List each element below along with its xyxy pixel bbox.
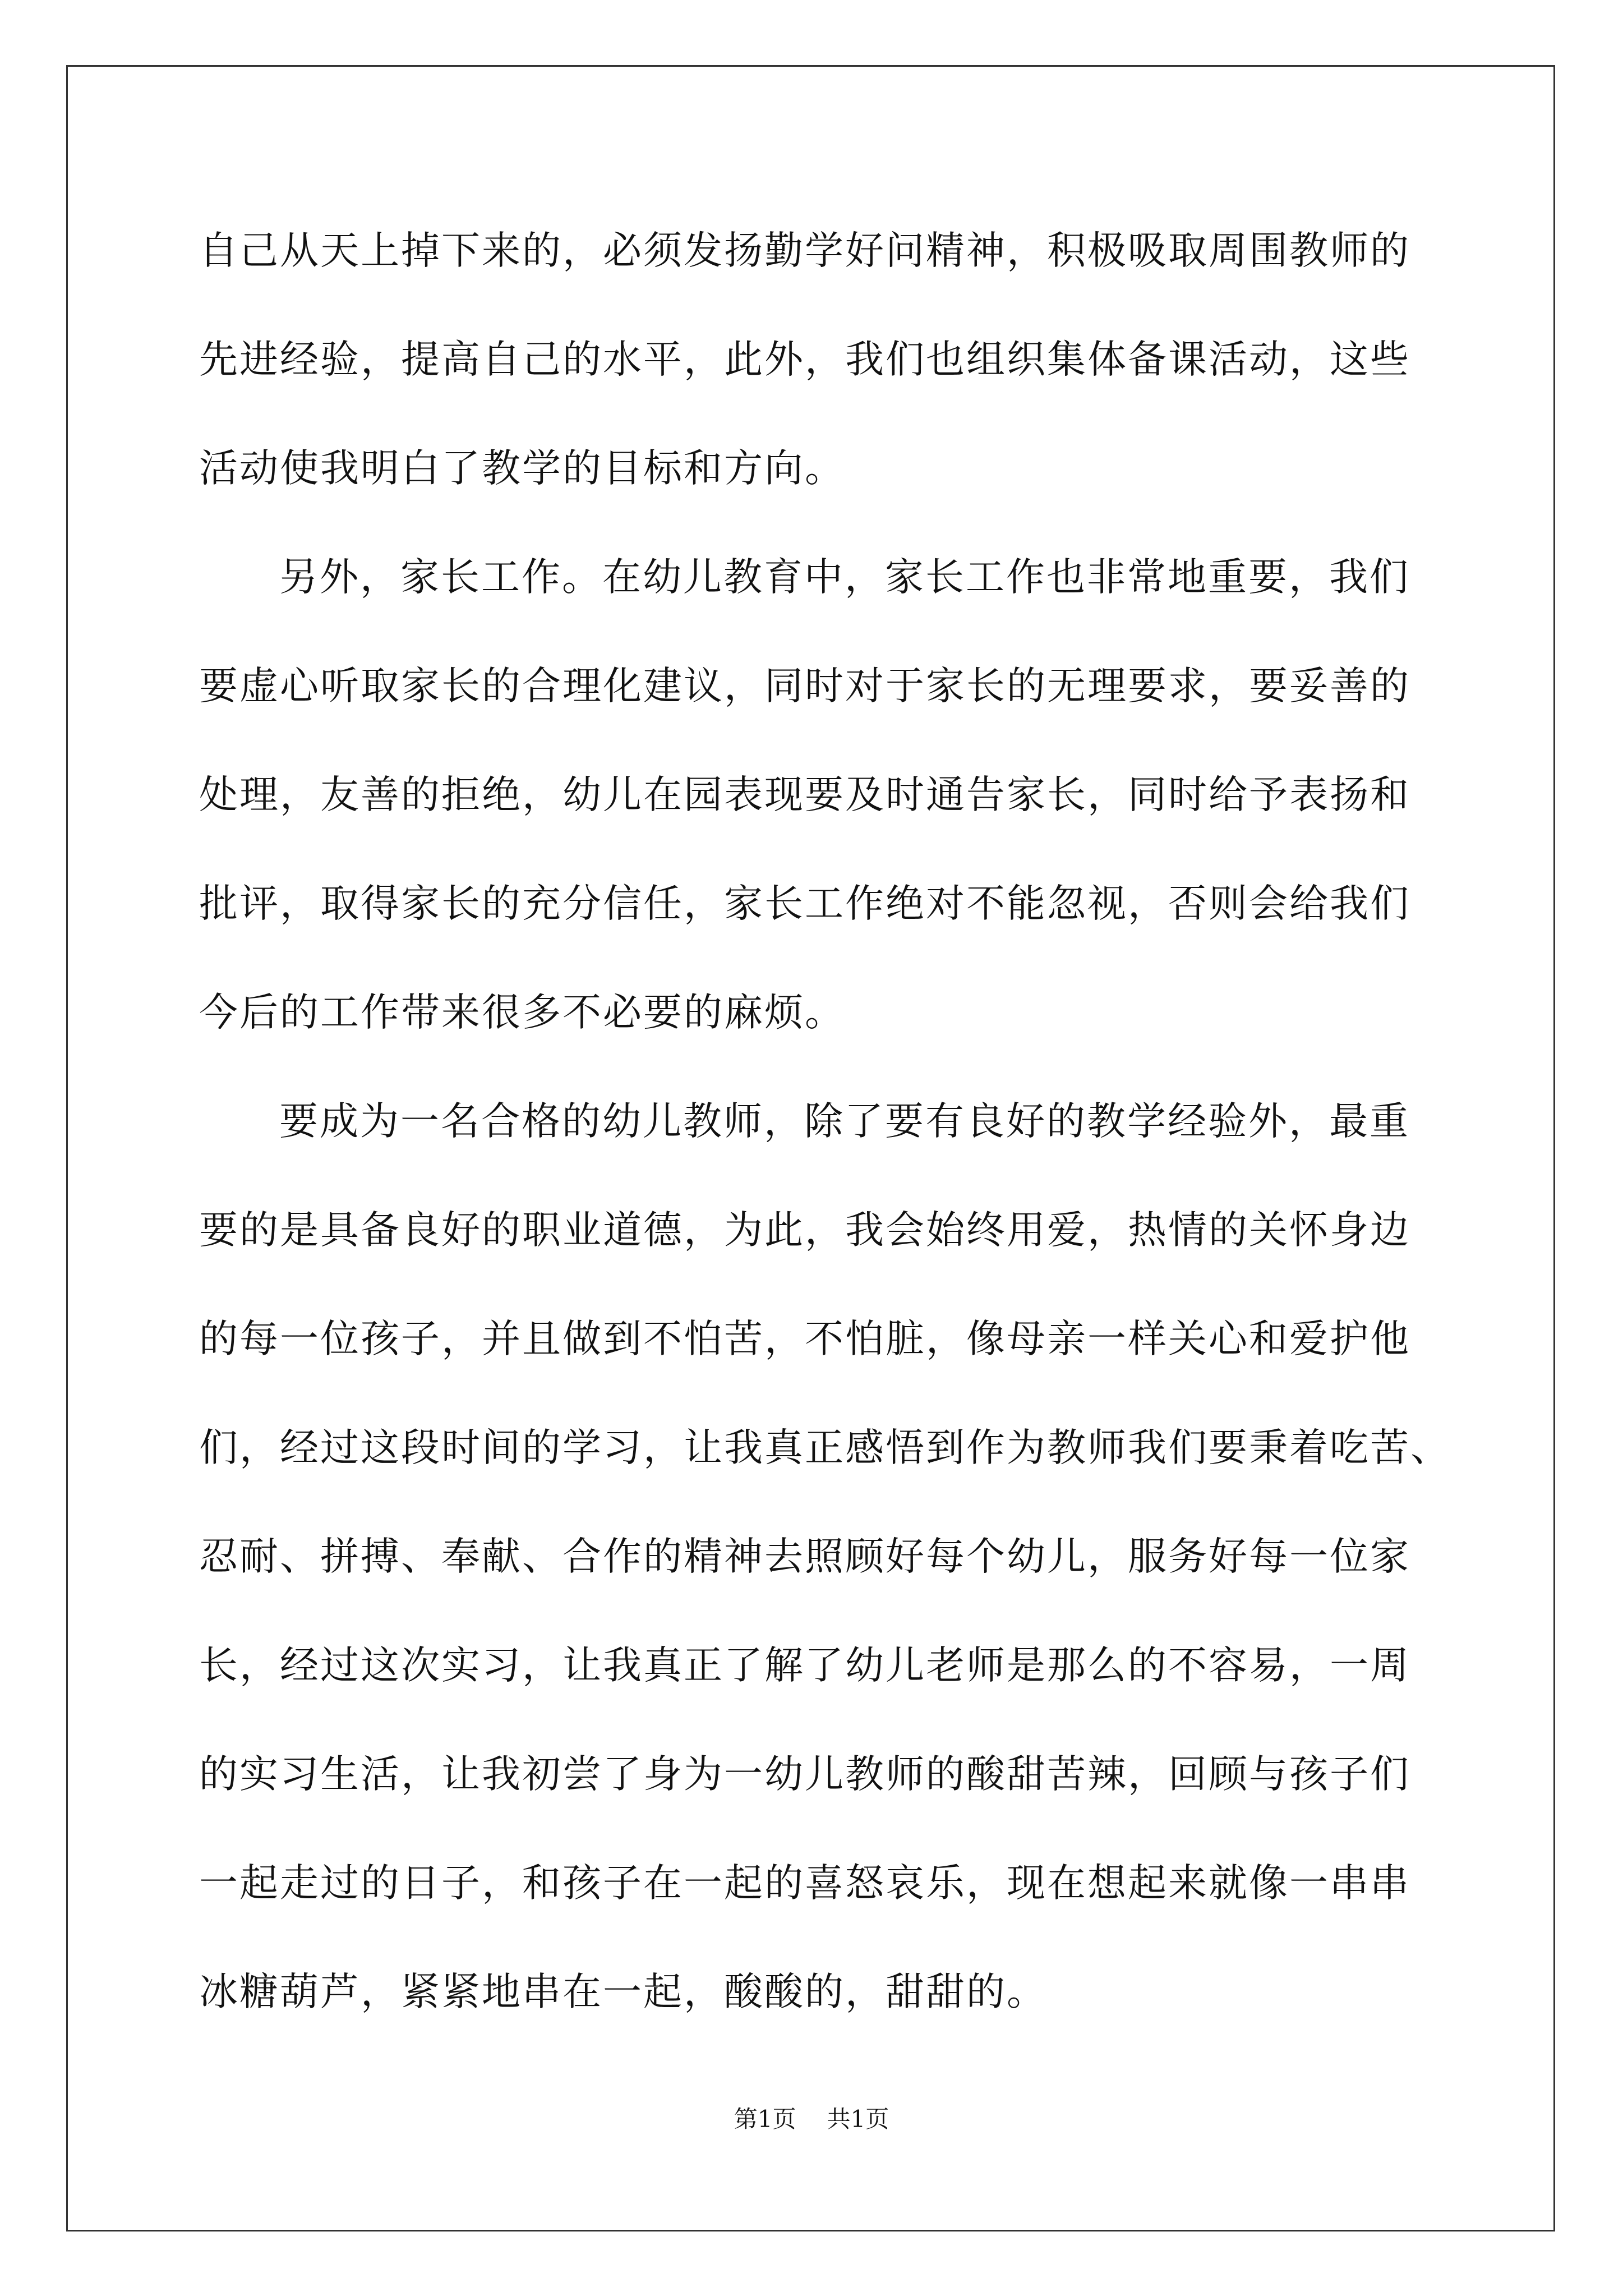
page-footer <box>0 2102 1623 2136</box>
text-line: 一起走过的日子，和孩子在一起的喜怒哀乐，现在想起来就像一串串 <box>199 1861 1410 1906</box>
text-line: 批评，取得家长的充分信任，家长工作绝对不能忽视，否则会给我们 <box>199 881 1410 926</box>
text-line: 处理，友善的拒绝，幼儿在园表现要及时通告家长，同时给予表扬和 <box>199 772 1410 817</box>
text-line: 冰糖葫芦，紧紧地串在一起，酸酸的，甜甜的。 <box>199 1970 1047 2014</box>
page-number-total: 共1页 <box>827 2105 889 2133</box>
text-line: 自己从天上掉下来的，必须发扬勤学好问精神，积极吸取周围教师的 <box>199 228 1410 273</box>
text-line: 要虚心听取家长的合理化建议，同时对于家长的无理要求，要妥善的 <box>199 664 1410 708</box>
text-line: 活动使我明白了教学的目标和方向。 <box>199 446 845 491</box>
paragraph-start-line: 要成为一名合格的幼儿教师，除了要有良好的教学经验外，最重 <box>279 1099 1410 1144</box>
text-line: 的每一位孩子，并且做到不怕苦，不怕脏，像母亲一样关心和爱护他 <box>199 1317 1410 1361</box>
text-line: 的实习生活，让我初尝了身为一幼儿教师的酸甜苦辣，回顾与孩子们 <box>199 1752 1410 1797</box>
paragraph-start-line: 另外，家长工作。在幼儿教育中，家长工作也非常地重要，我们 <box>279 555 1410 600</box>
text-line: 先进经验，提高自己的水平，此外，我们也组织集体备课活动，这些 <box>199 337 1410 382</box>
text-line: 忍耐、拼搏、奉献、合作的精神去照顾好每个幼儿，服务好每一位家 <box>199 1534 1410 1579</box>
text-line: 长，经过这次实习，让我真正了解了幼儿老师是那么的不容易，一周 <box>199 1643 1410 1688</box>
page-number-current: 第1页 <box>734 2105 796 2133</box>
text-line: 今后的工作带来很多不必要的麻烦。 <box>199 990 845 1035</box>
text-line: 要的是具备良好的职业道德，为此，我会始终用爱，热情的关怀身边 <box>199 1208 1410 1253</box>
text-line: 们，经过这段时间的学习，让我真正感悟到作为教师我们要秉着吃苦、 <box>199 1425 1451 1470</box>
